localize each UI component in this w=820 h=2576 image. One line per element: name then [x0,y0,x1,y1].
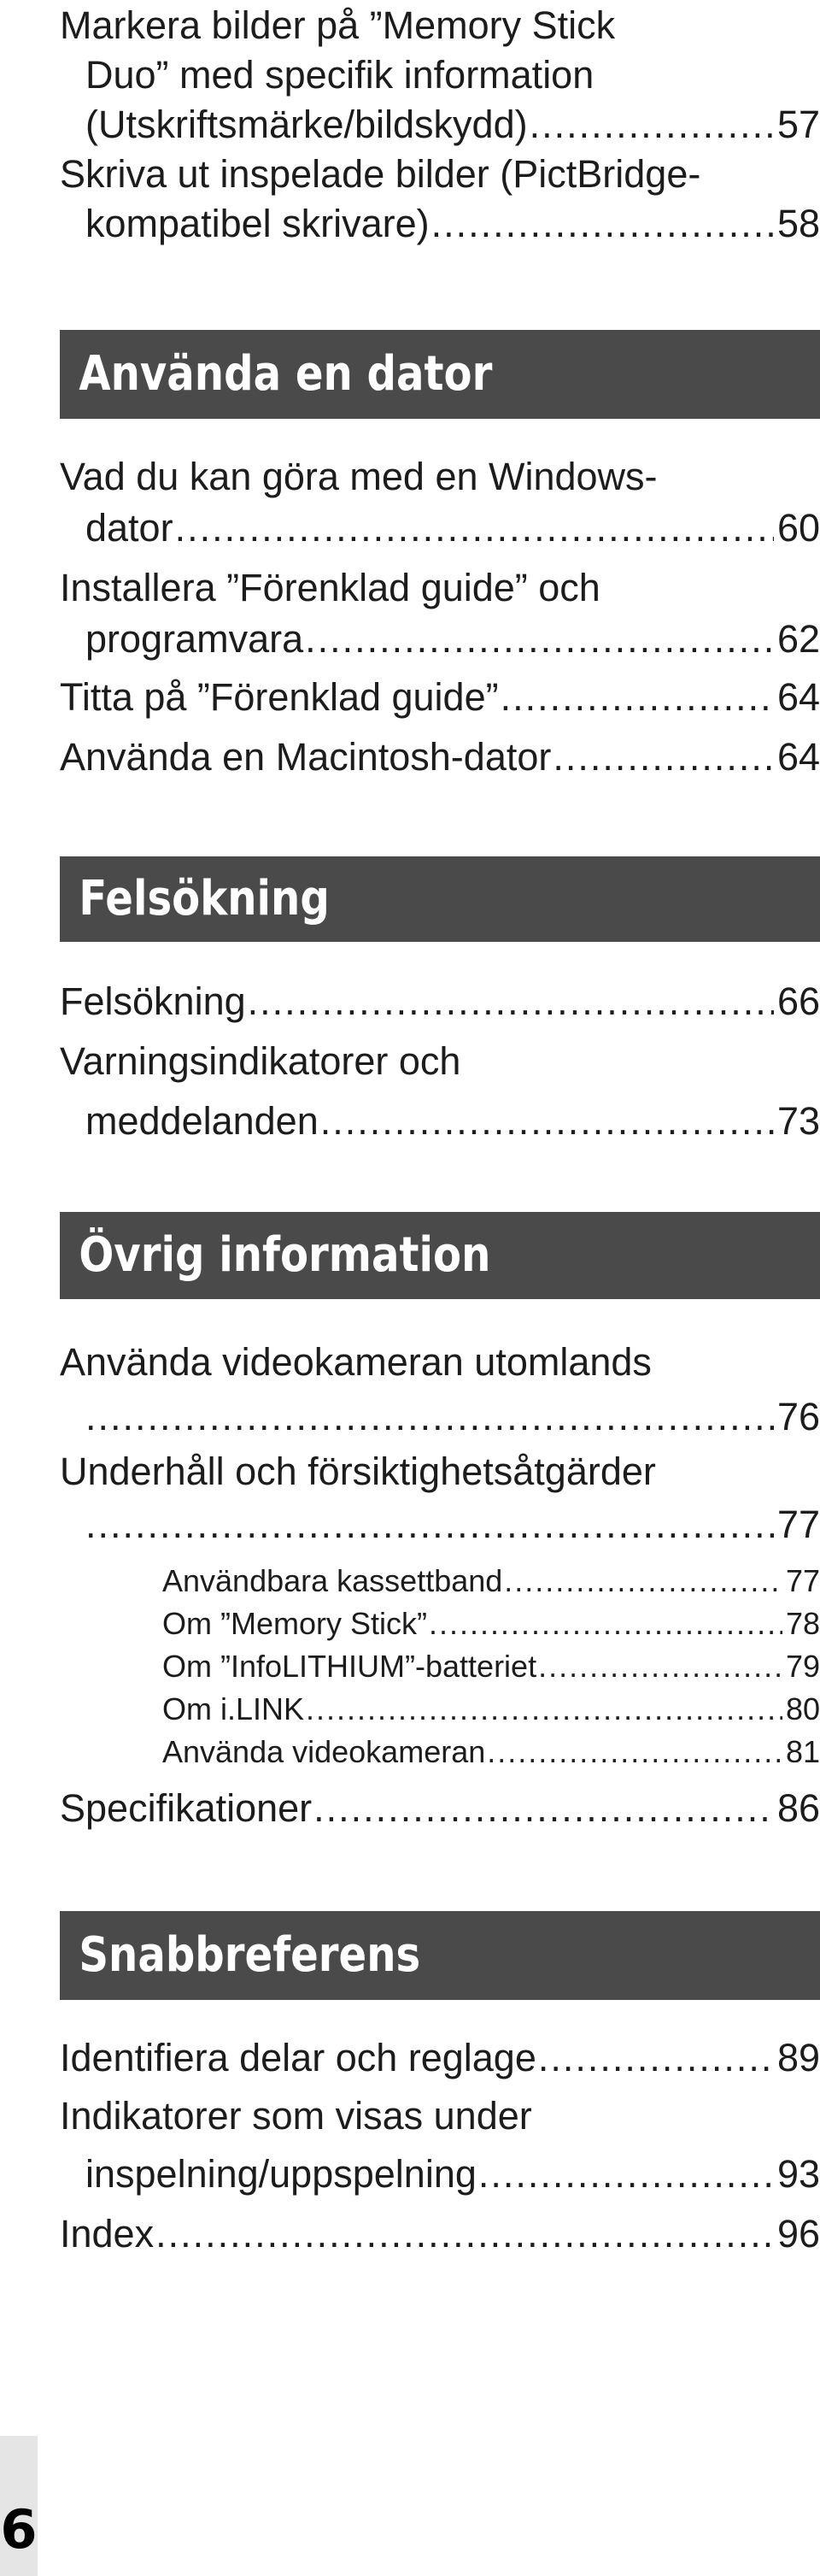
dot-leader [313,1783,774,1834]
toc-entry-text: Index [60,2212,155,2255]
toc-entry-row[interactable] [60,1783,820,1834]
dot-leader [306,1689,782,1730]
toc-sub-entry-row[interactable] [162,1732,820,1773]
page-reference: 77 [785,1563,820,1598]
toc-entry-text: programvara [85,617,304,661]
toc-entry-text: Vad du kan göra med en Windows- [60,455,658,498]
dot-leader [85,1391,774,1443]
toc-entry-row[interactable] [85,198,820,250]
toc-entry-row[interactable] [60,2032,820,2084]
section-title: Snabbreferens [79,1927,421,1983]
toc-entry-text: Om ”Memory Stick” [162,1606,427,1641]
toc-entry-text: Använda videokameran utomlands [60,1340,652,1384]
dot-leader [155,2208,774,2260]
dot-leader [429,1603,782,1644]
page-reference: 64 [776,735,820,779]
toc-entry-row[interactable] [60,2208,820,2260]
page-reference: 73 [776,1099,820,1143]
toc-entry-row[interactable] [60,976,820,1027]
section-header-troubleshooting [60,856,820,942]
dot-leader [538,2032,774,2084]
toc-entry-text: Underhåll och försiktighetsåtgärder [60,1450,656,1493]
page-reference: 66 [776,979,820,1023]
toc-entry-text: Felsökning [60,979,246,1023]
page-reference: 78 [785,1606,820,1641]
toc-sub-entry-row[interactable] [162,1561,820,1602]
toc-entry-text: inspelning/uppspelning [85,2152,477,2196]
dot-leader [478,2149,774,2200]
toc-entry-text: kompatibel skrivare) [85,202,430,245]
dot-leader [553,732,774,783]
toc-entry-row[interactable] [85,99,820,150]
section-title: Övrig information [79,1227,491,1283]
section-header-computer [60,330,820,419]
toc-entry-text: Skriva ut inspelade bilder (PictBridge- [60,152,701,196]
toc-entry-text: (Utskriftsmärke/bildskydd) [85,103,528,146]
page-reference: 81 [785,1734,820,1769]
section-header-other-information [60,1212,820,1299]
dot-leader [530,99,774,150]
dot-leader [175,503,774,554]
toc-sub-entry-row[interactable] [162,1603,820,1644]
toc-entry-text: Specifikationer [60,1786,313,1830]
dot-leader [85,1499,774,1550]
toc-entry-text: Om i.LINK [162,1691,305,1726]
section-title: Felsökning [79,871,330,926]
page-reference: 77 [776,1503,820,1546]
toc-entry-text: Varningsindikatorer och [60,1039,461,1083]
toc-entry-row[interactable] [85,1499,820,1550]
toc-entry-row[interactable] [60,672,820,723]
dot-leader [538,1646,782,1687]
section-title: Använda en dator [79,346,493,402]
section-header-quick-reference [60,1911,820,2000]
page-reference: 58 [776,202,820,245]
dot-leader [305,614,774,665]
toc-entry-text: Identifiera delar och reglage [60,2036,536,2079]
page-reference: 64 [776,675,820,719]
toc-sub-entry-row[interactable] [162,1646,820,1687]
toc-entry-text: Indikatorer som visas under [60,2094,532,2138]
dot-leader [487,1732,782,1773]
toc-entry-text: Använda videokameran [162,1734,486,1769]
toc-entry-text: Om ”InfoLITHIUM”-batteriet [162,1649,537,1684]
toc-entry-text: Markera bilder på ”Memory Stick [60,3,616,47]
toc-sub-entry-row[interactable] [162,1689,820,1730]
page-reference: 62 [776,617,820,661]
toc-entry-text: meddelanden [85,1099,319,1143]
toc-entry-row[interactable] [85,614,820,665]
toc-entry-text: Användbara kassettband [162,1563,503,1598]
toc-entry-row[interactable] [85,2149,820,2200]
page-reference: 86 [776,1786,820,1830]
toc-entry-text: Använda en Macintosh-dator [60,735,552,779]
page-reference: 96 [776,2212,820,2255]
dot-leader [504,1561,782,1602]
toc-entry-text: Installera ”Förenklad guide” och [60,566,600,609]
page-reference: 57 [776,103,820,146]
page-reference: 60 [776,506,820,550]
page-reference: 76 [776,1395,820,1438]
toc-entry-row[interactable] [85,1391,820,1443]
page-reference: 89 [776,2036,820,2079]
toc-entry-row[interactable] [85,1096,820,1147]
page-reference: 79 [785,1649,820,1684]
toc-entry-text: Titta på ”Förenklad guide” [60,675,499,719]
page-number: 6 [0,2498,38,2561]
toc-entry-text: dator [85,506,173,550]
toc-entry-row[interactable] [85,503,820,554]
dot-leader [501,672,774,723]
dot-leader [320,1096,774,1147]
toc-entry-row[interactable] [60,732,820,783]
page-reference: 80 [785,1691,820,1726]
toc-entry-text: Duo” med specifik information [85,53,594,97]
dot-leader [431,198,774,250]
dot-leader [248,976,774,1027]
page-reference: 93 [776,2152,820,2196]
